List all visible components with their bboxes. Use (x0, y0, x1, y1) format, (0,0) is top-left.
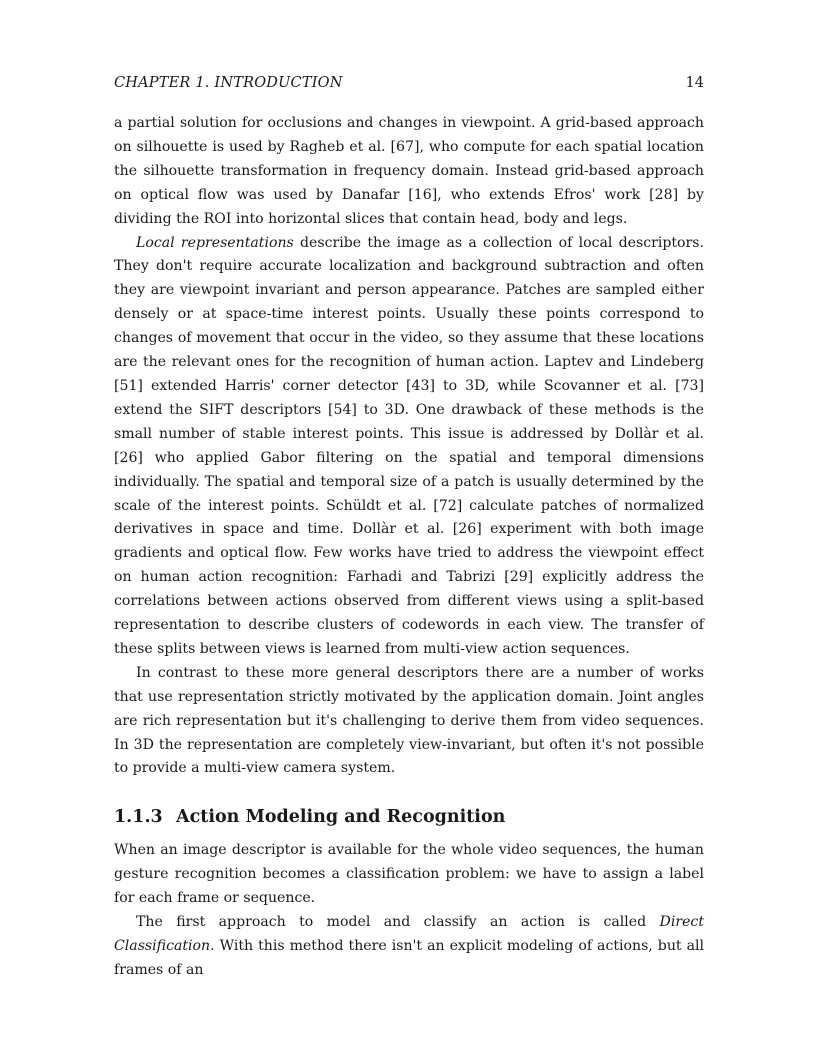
section-number: 1.1.3 (114, 807, 163, 828)
paragraph-2 (114, 232, 704, 662)
paragraph-5-start: The first approach to model and classify an action is called (136, 914, 660, 931)
section-title: Action Modeling and Recognition (176, 807, 506, 828)
paragraph-4: When an image descriptor is available for the whole video sequences, the human gesture recognition becomes a classification problem: we have to assign a label for each frame or sequence. (114, 842, 704, 907)
paragraph-1: a partial solution for occlusions and changes in viewpoint. A grid-based approach on silhouette is used by Ragheb et al. [67], who compute for each spatial location the silhouette transformation in frequency domain. Instead grid-based approach on optical flow was used by Danafar [16], who extends Efros' work [28] by dividing the ROI into horizontal slices that contain head, body and legs. (114, 115, 704, 227)
paragraph-5 (114, 911, 704, 983)
running-header (114, 72, 704, 94)
document-page (114, 0, 704, 1056)
page-number: 14 (685, 75, 704, 91)
section-heading (114, 805, 704, 829)
running-title: CHAPTER 1. INTRODUCTION (114, 75, 343, 91)
paragraph-5-text: . With this method there isn't an explicit modeling of actions, but all frames of an (114, 938, 704, 978)
paragraph-2-emphasis: Local representations (136, 234, 294, 251)
paragraph-3: In contrast to these more general descriptors there are a number of works that use representation strictly motivated by the application domain. Joint angles are rich representation but it's challenging to derive them from video sequences. In 3D the representation are completely view-invariant, but often it's not possible to provide a multi-view camera system. (114, 664, 704, 777)
body-text (114, 112, 704, 983)
paragraph-5-emphasis: Direct Classification (114, 914, 704, 954)
paragraph-2-text: describe the image as a collection of local descriptors. They don't require accurate localization and background subtraction and often they are viewpoint invariant and person appearance. Patches are sampled either densely or at space-time interest points. Usually these points correspond to changes of movement that occur in the video, so they assume that these locations are the relevant ones for the recognition of human action. Laptev and Lindeberg [51] extended Harris' corner detector [43] to 3D, while Scovanner et al. [73] extend the SIFT descriptors [54] to 3D. One drawback of these methods is the small number of stable interest points. This issue is addressed by Dollàr et al. [26] who applied Gabor filtering on the spatial and temporal dimensions individually. The spatial and temporal size of a patch is usually determined by the scale of the interest points. Schüldt et al. [72] calculate patches of normalized derivatives in space and time. Dollàr et al. [26] experiment with both image gradients and optical flow. Few works have tried to address the viewpoint effect on human action recognition: Farhadi and Tabrizi [29] explicitly address the correlations between actions observed from different views using a split-based representation to describe clusters of codewords in each view. The transfer of these splits between views is learned from multi-view action sequences. (114, 234, 704, 657)
